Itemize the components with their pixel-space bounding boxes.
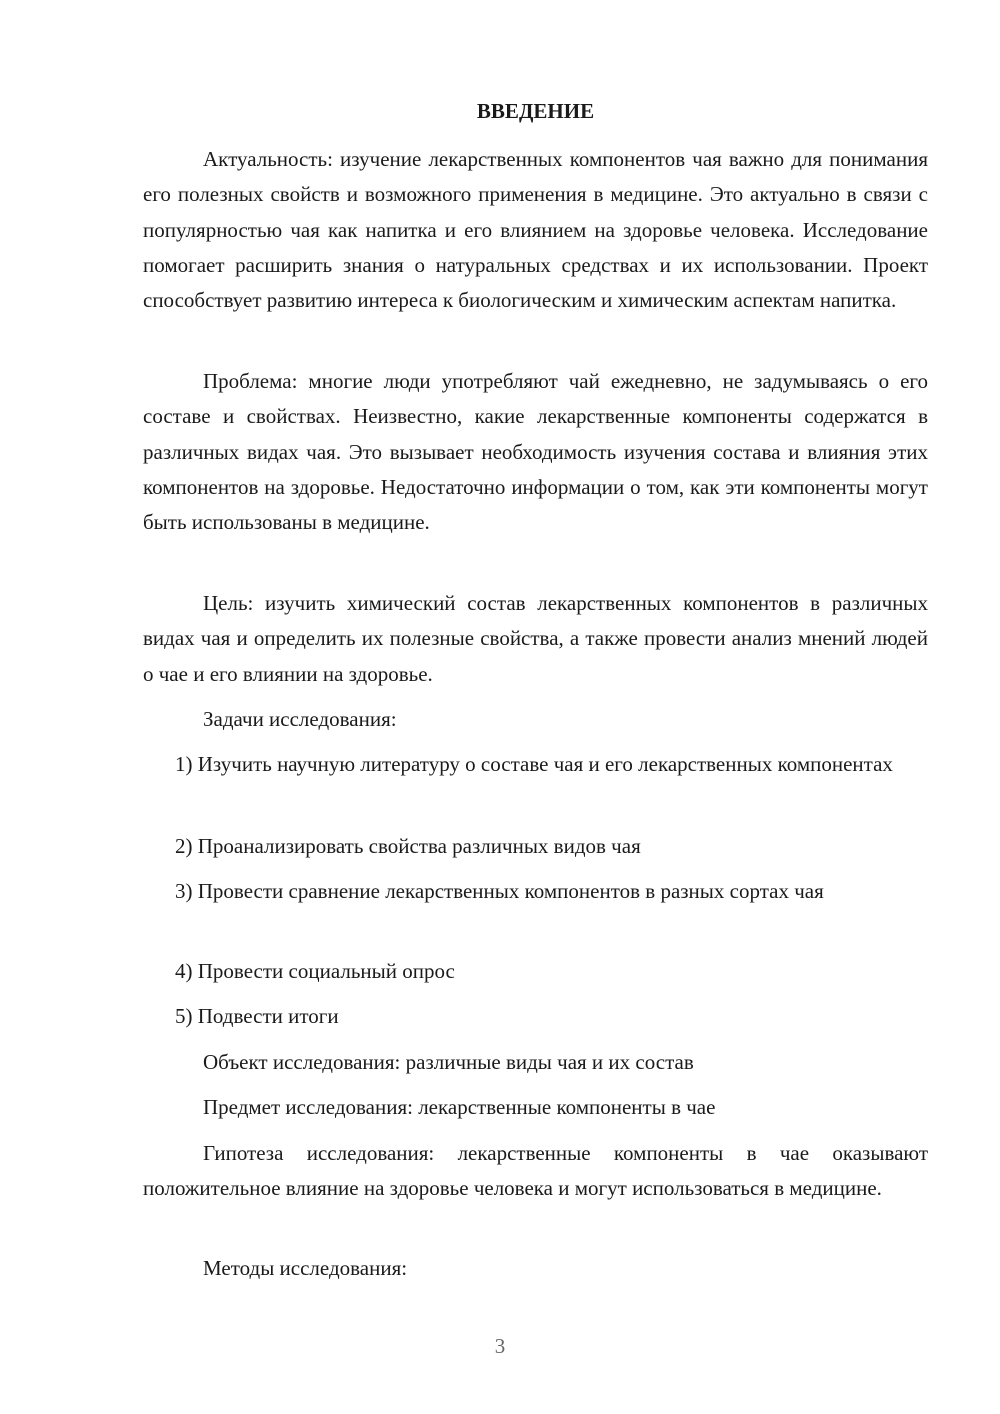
goal-paragraph: Цель: изучить химический состав лекарственных компонентов в различных видах чая и определить их полезные свойства, а также провести анализ мнений людей о чае и его влиянии на здоровье.	[143, 591, 928, 686]
section-title: ВВЕДЕНИЕ	[476, 99, 595, 123]
page-number: 3	[494, 1334, 506, 1358]
task-item-1: 1) Изучить научную литературу о составе чая и его лекарственных компонентах	[175, 752, 893, 776]
subject-paragraph: Предмет исследования: лекарственные компоненты в чае	[203, 1095, 716, 1119]
task-item-2: 2) Проанализировать свойства различных видов чая	[175, 834, 641, 858]
object-paragraph: Объект исследования: различные виды чая и их состав	[203, 1050, 694, 1074]
task-item-3: 3) Провести сравнение лекарственных компонентов в разных сортах чая	[175, 879, 824, 903]
hypothesis-paragraph: Гипотеза исследования: лекарственные компоненты в чае оказывают положительное влияние на здоровье человека и могут использоваться в медицине.	[143, 1141, 928, 1201]
methods-heading: Методы исследования:	[203, 1256, 408, 1280]
problem-paragraph: Проблема: многие люди употребляют чай ежедневно, не задумываясь о его составе и свойствах. Неизвестно, какие лекарственные компоненты содержатся в различных видах чая. Это вызывает необходимость изучения состава и влияния этих компонентов на здоровье. Недостаточно информации о том, как эти компоненты могут быть использованы в медицине.	[143, 369, 928, 535]
task-item-5: 5) Подвести итоги	[175, 1004, 339, 1028]
task-item-4: 4) Провести социальный опрос	[175, 959, 455, 983]
relevance-paragraph: Актуальность: изучение лекарственных компонентов чая важно для понимания его полезных свойств и возможного применения в медицине. Это актуально в связи с популярностью чая как напитка и его влиянием на здоровье человека. Исследование помогает расширить знания о натуральных средствах и их использовании. Проект способствует развитию интереса к биологическим и химическим аспектам напитка.	[143, 147, 928, 313]
tasks-heading: Задачи исследования:	[203, 707, 397, 731]
